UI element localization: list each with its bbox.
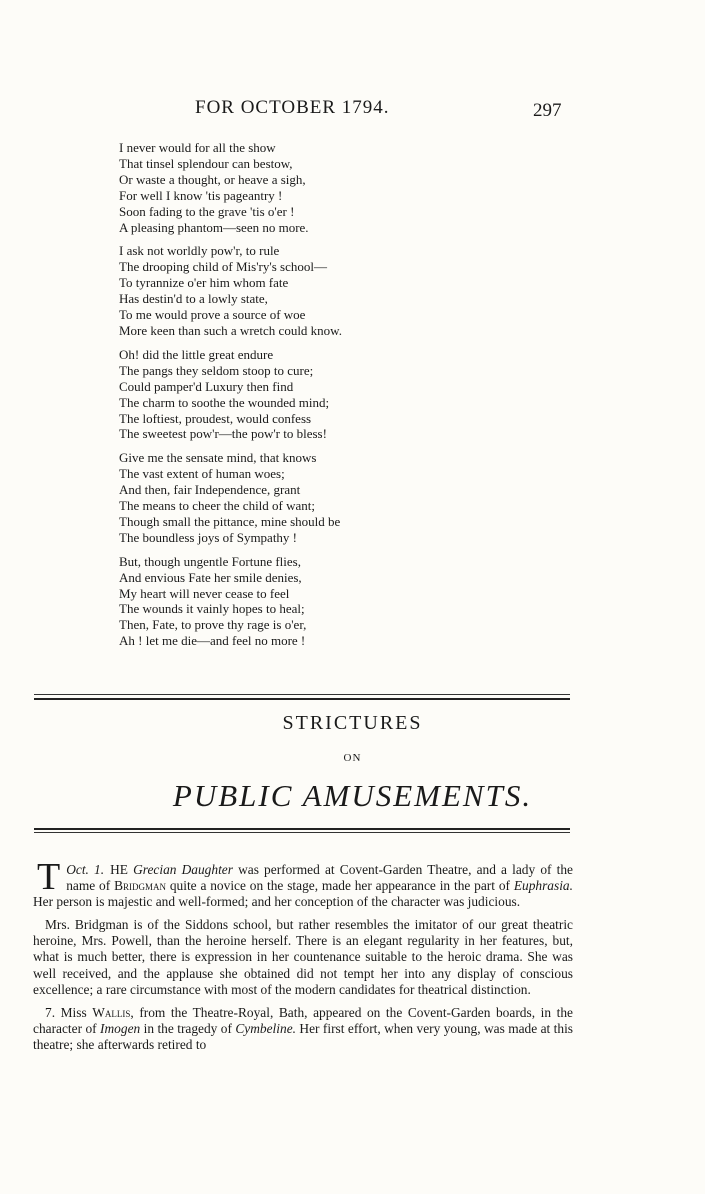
poem-line: I ask not worldly pow'r, to rule xyxy=(119,243,280,259)
poem-line: The charm to soothe the wounded mind; xyxy=(119,394,330,410)
text-run: in the tragedy of xyxy=(143,1020,232,1036)
poem-line: Oh! did the little great endure xyxy=(119,346,274,362)
text-run: Her person is majestic and well-formed; and her conception of the character was judicious. xyxy=(33,894,521,910)
poem-line: To tyrannize o'er him whom fate xyxy=(119,275,289,291)
entry-date: Oct. 1. xyxy=(66,862,105,877)
poem-line: Soon fading to the grave 'tis o'er ! xyxy=(119,203,295,219)
text-run: was performed at Covent-Garden Theatre, and a lady of the name of xyxy=(66,862,573,894)
role-name: Euphrasia. xyxy=(513,878,573,894)
drop-cap: T xyxy=(37,856,61,898)
text-run: Her first effort, when very young, was made at this theatre; she afterwards retired to xyxy=(33,1020,574,1052)
poem-line: More keen than such a wretch could know. xyxy=(119,322,342,338)
poem-line: The wounds it vainly hopes to heal; xyxy=(119,601,305,617)
section-title-on: ON xyxy=(343,752,362,764)
text-run: from the Theatre-Royal, Bath, appeared on the Covent-Garden boards, in the character of xyxy=(33,1004,573,1036)
role-name: Imogen xyxy=(100,1020,141,1036)
poem-stanza xyxy=(119,554,439,649)
poem-stanza xyxy=(119,347,439,442)
poem-line: To me would prove a source of woe xyxy=(119,307,306,323)
section-rule-bottom-thick xyxy=(34,828,570,830)
poem-line: For well I know 'tis pageantry ! xyxy=(119,187,283,203)
poem-line: The sweetest pow'r—the pow'r to bless! xyxy=(119,426,327,442)
section-rule-bottom xyxy=(34,832,570,833)
poem-line: The means to cheer the child of want; xyxy=(119,498,316,514)
poem-line: Give me the sensate mind, that knows xyxy=(119,450,317,466)
poem-line: I never would for all the show xyxy=(119,140,276,155)
article-paragraph: Mrs. Bridgman is of the Siddons school, but rather resembles the imitator of our great theatric heroine, Mrs. Powell, than the heroine herself. There is an elegant regularity in her features, but, what is much better, there is expression in her countenance suitable to the heroic drama. She was well received, and the applause she obtained did not tempt her into any display of conscious excellence; a rare circumstance with most of the modern candidates for theatrical distinction. xyxy=(33,917,573,997)
section-rule-top xyxy=(34,694,570,695)
play-title: Cymbeline. xyxy=(235,1020,296,1036)
text-run: HE xyxy=(110,862,128,877)
poem-line: The pangs they seldom stoop to cure; xyxy=(119,362,314,378)
poem-line: Then, Fate, to prove thy rage is o'er, xyxy=(119,617,307,633)
poem-line: A pleasing phantom—seen no more. xyxy=(119,219,309,235)
poem-line: That tinsel splendour can bestow, xyxy=(119,155,293,171)
poem-line: And then, fair Independence, grant xyxy=(119,482,301,498)
article-paragraph xyxy=(33,1005,573,1053)
poem-line: Ah ! let me die—and feel no more ! xyxy=(119,633,306,649)
play-title: Grecian Daughter xyxy=(133,862,233,877)
poem-line: Has destin'd to a lowly state, xyxy=(119,291,268,307)
poem-line: The drooping child of Mis'ry's school— xyxy=(119,259,327,275)
running-head: FOR OCTOBER 1794. xyxy=(195,97,390,118)
section-title-strictures: STRICTURES xyxy=(282,712,423,734)
poem-line: The boundless joys of Sympathy ! xyxy=(119,529,298,545)
poem-line: Or waste a thought, or heave a sigh, xyxy=(119,171,306,187)
poem-stanza xyxy=(119,450,439,545)
actress-name: Wallis, xyxy=(92,1004,134,1020)
poem-line: But, though ungentle Fortune flies, xyxy=(119,553,301,569)
section-title-public-amusements: PUBLIC AMUSEMENTS. xyxy=(172,778,533,813)
text-run: 7. Miss xyxy=(45,1004,87,1020)
section-rule-top-thick xyxy=(34,698,570,700)
poem-line: And envious Fate her smile denies, xyxy=(119,569,302,585)
poem-line: Could pamper'd Luxury then find xyxy=(119,378,294,394)
text-run: quite a novice on the stage, made her appearance in the part of xyxy=(169,878,510,894)
article-paragraph xyxy=(33,856,573,910)
actress-name: Bridgman xyxy=(114,878,166,894)
poem-line: The vast extent of human woes; xyxy=(119,466,285,482)
poem-line: My heart will never cease to feel xyxy=(119,585,290,601)
poem-line: The loftiest, proudest, would confess xyxy=(119,410,312,426)
poem-stanza xyxy=(119,140,439,235)
poem xyxy=(119,140,439,657)
article-body xyxy=(33,856,574,1060)
poem-stanza xyxy=(119,243,439,338)
page-number: 297 xyxy=(533,100,562,121)
poem-line: Though small the pittance, mine should be xyxy=(119,513,341,529)
